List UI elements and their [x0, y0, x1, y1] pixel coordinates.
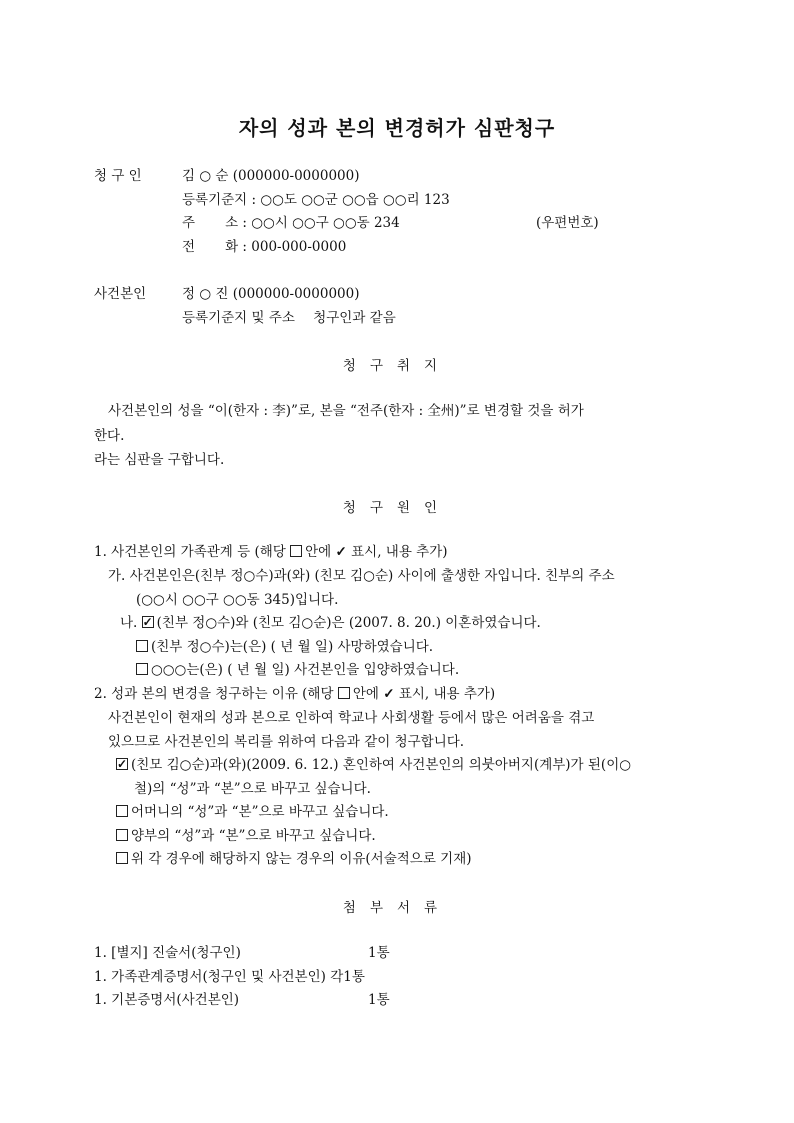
cause-s1-na-3: ○○○는(은) ( 년 월 일) 사건본인을 입양하였습니다.: [151, 662, 460, 678]
attachment-item-1: 1. [별지] 진술서(청구인): [94, 945, 241, 961]
purpose-heading: 청구취지: [342, 358, 452, 374]
applicant-phone-value: 000-000-0000: [251, 239, 347, 255]
cause-s1-ga-line-1: 가. 사건본인은(친부 정○수)과(와) (친모 김○순) 사이에 출생한 자입니다. 친부의 주소: [108, 568, 615, 584]
applicant-registry-value: ○○도 ○○군 ○○읍 ○○리 123: [260, 192, 450, 208]
applicant-phone-label: 전 화 :: [182, 239, 247, 255]
attachment-item-2: 1. 가족관계증명서(청구인 및 사건본인) 각1통: [94, 969, 365, 985]
checked-checkbox-icon[interactable]: [116, 758, 128, 770]
checkbox-icon: [338, 687, 350, 699]
checked-checkbox-icon[interactable]: [142, 616, 154, 628]
cause-option-3: [116, 826, 376, 846]
checkbox-icon[interactable]: [116, 852, 128, 864]
principal-same-row: [182, 308, 396, 328]
cause-option-1-line-2: 철)의 “성”과 “본”으로 바꾸고 싶습니다.: [134, 781, 371, 797]
checkbox-icon[interactable]: [116, 829, 128, 841]
cause-s1-suffix: 표시, 내용 추가): [351, 544, 448, 560]
attachment-item-3: 1. 기본증명서(사건본인): [94, 992, 240, 1008]
cause-s1-na-row-1: [120, 613, 541, 633]
cause-section-1: [94, 542, 448, 562]
attachments-heading: 첨부서류: [342, 900, 452, 916]
applicant-registry-label: 등록기준지 :: [182, 192, 257, 208]
applicant-postal: (우편번호): [536, 215, 599, 231]
applicant-label: 청 구 인: [94, 168, 142, 184]
checkbox-icon: [290, 545, 302, 557]
cause-option-4: [116, 849, 472, 869]
checkbox-icon[interactable]: [136, 640, 148, 652]
check-mark-icon: ✓: [383, 686, 395, 702]
applicant-phone-row: [182, 237, 346, 257]
cause-s2-suffix: 표시, 내용 추가): [398, 686, 496, 702]
cause-option-1: [116, 755, 631, 775]
applicant-registry-row: [182, 190, 450, 210]
cause-s2-line-2: 있으므로 사건본인의 복리를 위하여 다음과 같이 청구합니다.: [108, 734, 465, 750]
cause-section-2: [94, 684, 495, 704]
cause-option-3-text: 양부의 “성”과 “본”으로 바꾸고 싶습니다.: [131, 828, 376, 844]
cause-s1-prefix: 1. 사건본인의 가족관계 등 (해당: [94, 544, 286, 560]
applicant-address-label: 주 소 :: [182, 215, 247, 231]
cause-heading: 청구원인: [342, 500, 452, 516]
principal-same-label: 등록기준지 및 주소: [182, 310, 295, 326]
purpose-line-2: 한다.: [94, 428, 125, 444]
cause-s1-na-row-3: [136, 660, 459, 680]
purpose-line-1: 사건본인의 성을 “이(한자 : 李)”로, 본을 “전주(한자 : 全州)”로 변경할 것을 허가: [108, 403, 584, 419]
cause-s1-na-prefix: 나.: [120, 615, 138, 631]
check-mark-icon: ✓: [335, 544, 347, 560]
checkbox-icon[interactable]: [136, 663, 148, 675]
principal-label: 사건본인: [94, 286, 147, 302]
cause-s2-prefix: 2. 성과 본의 변경을 청구하는 이유 (해당: [94, 686, 334, 702]
principal-name: 정 ○ 진 (000000-0000000): [182, 286, 360, 302]
cause-s1-na-2: (친부 정○수)는(은) ( 년 월 일) 사망하였습니다.: [151, 639, 434, 655]
attachment-item-1-count: 1통: [368, 945, 390, 961]
document-title: 자의 성과 본의 변경허가 심판청구: [238, 116, 556, 140]
cause-s1-ga-line-2: (○○시 ○○구 ○○동 345)입니다.: [136, 592, 339, 608]
cause-option-4-text: 위 각 경우에 해당하지 않는 경우의 이유(서술적으로 기재): [131, 851, 472, 867]
cause-s2-line-1: 사건본인이 현재의 성과 본으로 인하여 학교나 사회생활 등에서 많은 어려움을 겪고: [108, 710, 595, 726]
cause-s1-na-row-2: [136, 637, 433, 657]
principal-same-value: 청구인과 같음: [313, 310, 396, 326]
attachment-item-3-count: 1통: [368, 992, 390, 1008]
cause-s2-mid: 안에: [352, 686, 379, 702]
cause-option-1-line-1: (친모 김○순)과(와)(2009. 6. 12.) 혼인하여 사건본인의 의붓아버지(계부)가 된(이○: [131, 757, 632, 773]
purpose-line-3: 라는 심판을 구합니다.: [94, 452, 225, 468]
applicant-address-value: ○○시 ○○구 ○○동 234: [251, 215, 400, 231]
applicant-address-row: [182, 213, 400, 233]
cause-option-2: [116, 802, 389, 822]
applicant-name: 김 ○ 순 (000000-0000000): [182, 168, 360, 184]
checkbox-icon[interactable]: [116, 805, 128, 817]
cause-s1-mid: 안에: [305, 544, 332, 560]
cause-option-2-text: 어머니의 “성”과 “본”으로 바꾸고 싶습니다.: [131, 804, 389, 820]
cause-s1-na-1: (친부 정○수)와 (친모 김○순)은 (2007. 8. 20.) 이혼하였습니다.: [156, 615, 541, 631]
